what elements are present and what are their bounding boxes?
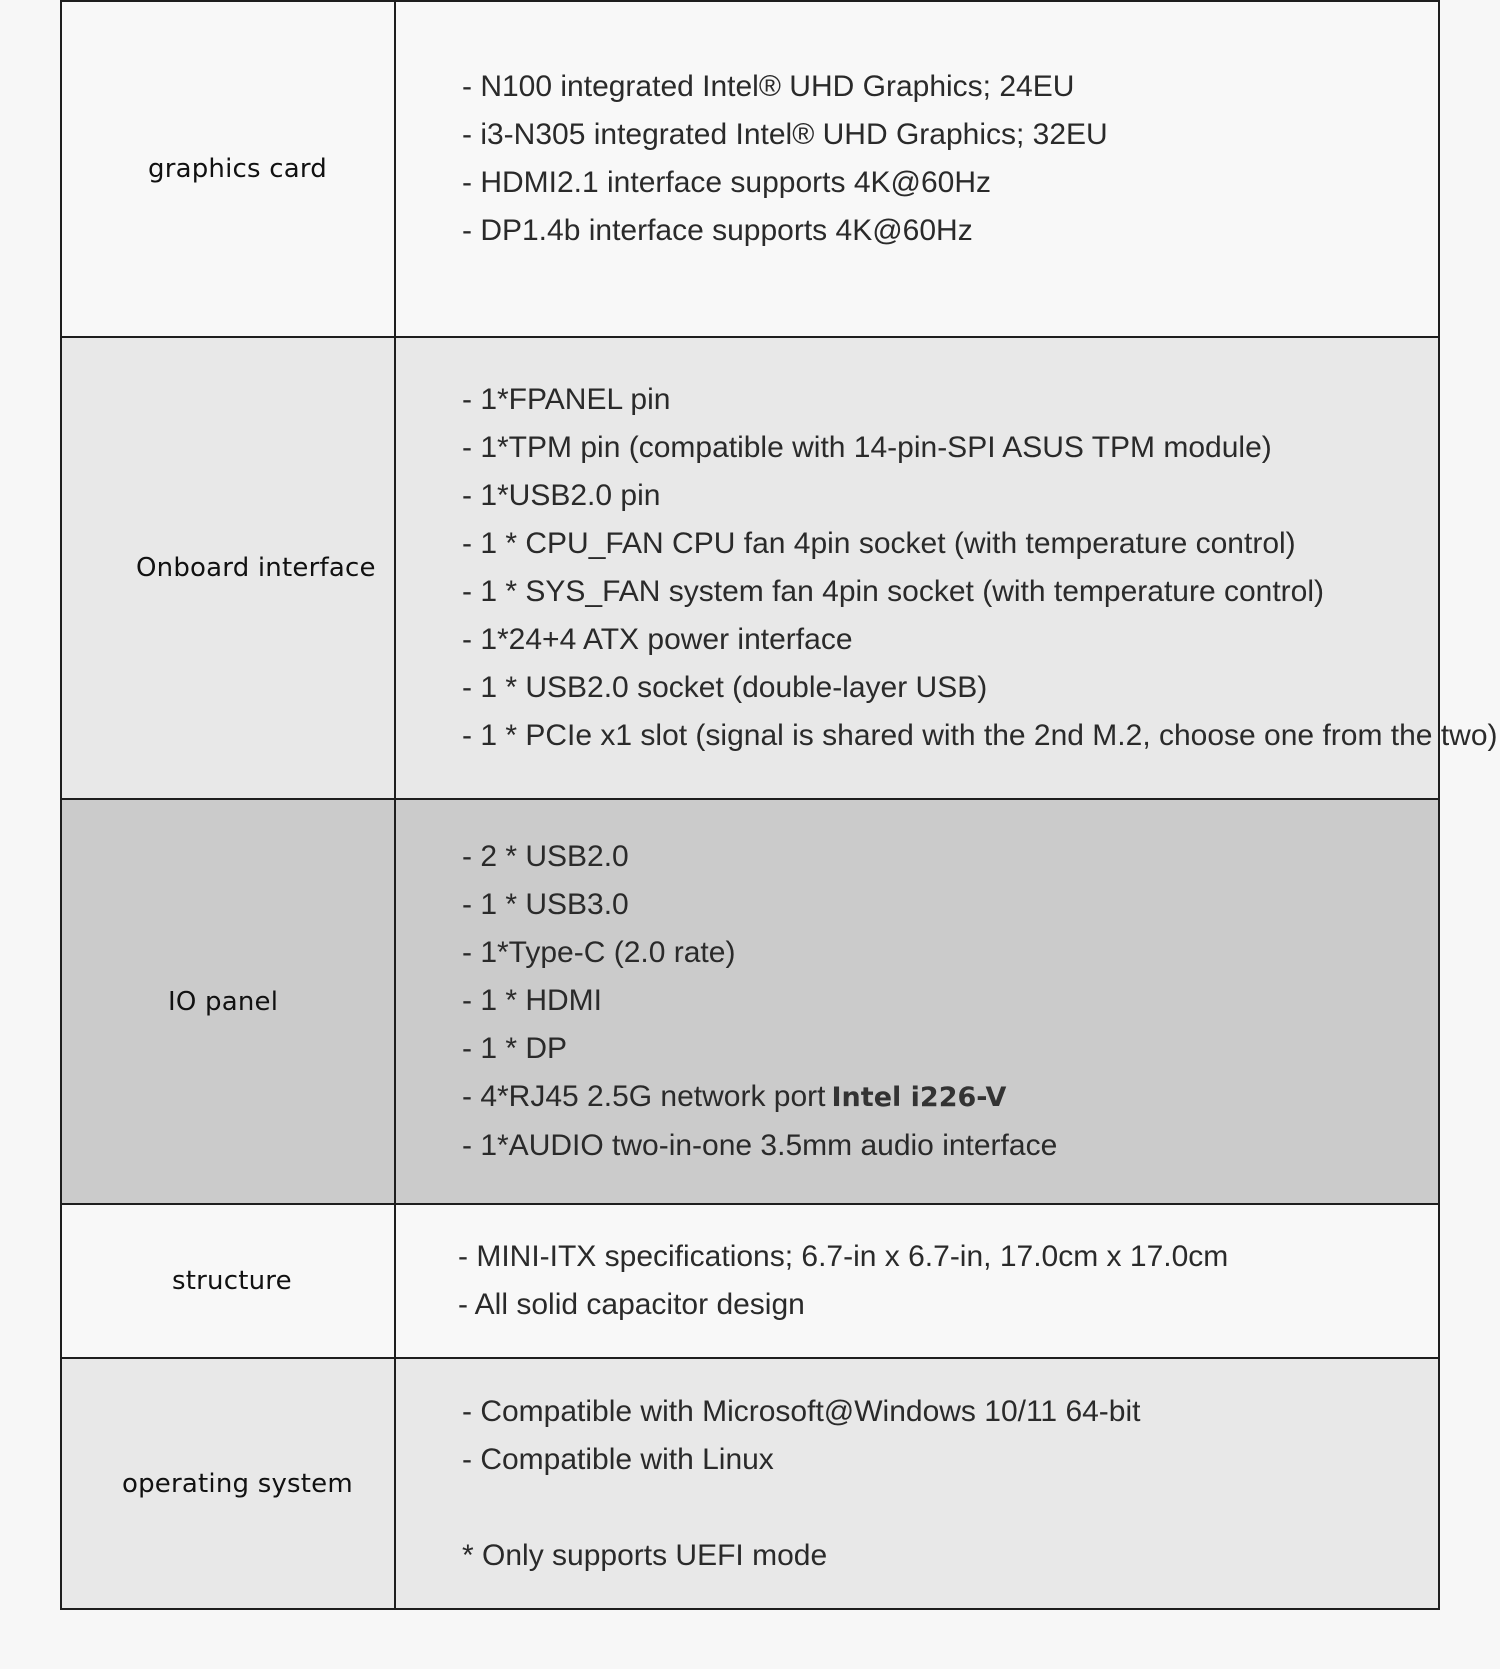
spec-value-line: - 1*Type-C (2.0 rate) — [462, 936, 736, 969]
spec-label: graphics card — [148, 154, 328, 184]
spec-label: operating system — [122, 1468, 353, 1499]
spec-value-line: - Compatible with Linux — [462, 1442, 774, 1476]
spec-label-cell — [62, 1205, 396, 1357]
spec-value-line: - DP1.4b interface supports 4K@60Hz — [462, 214, 973, 247]
spec-label: Onboard interface — [136, 553, 376, 583]
spec-value-spacer — [462, 1484, 1438, 1532]
spec-value-line: - 1 * SYS_FAN system fan 4pin socket (with temperature control) — [462, 575, 1325, 608]
spec-value-note: * Only supports UEFI mode — [462, 1538, 828, 1572]
spec-row-operating-system — [62, 1357, 1438, 1608]
spec-label-cell — [62, 2, 396, 336]
spec-value-line: - MINI-ITX specifications; 6.7-in x 6.7-in, 17.0cm x 17.0cm — [458, 1240, 1229, 1273]
spec-row-structure — [62, 1203, 1438, 1357]
network-chip-model: Intel i226-V — [831, 1082, 1007, 1113]
spec-label: IO panel — [168, 986, 279, 1017]
spec-value-cell — [396, 2, 1438, 336]
spec-value-cell — [396, 1359, 1438, 1608]
spec-value-line: - 1*TPM pin (compatible with 14-pin-SPI ASUS TPM module) — [462, 431, 1272, 464]
spec-value-line: - i3-N305 integrated Intel® UHD Graphics; 32EU — [462, 118, 1108, 151]
spec-value-cell — [396, 800, 1438, 1203]
spec-value-line-network — [462, 1073, 1438, 1122]
spec-row-graphics-card — [62, 2, 1438, 336]
spec-value-line: - 1 * PCIe x1 slot (signal is shared with the 2nd M.2, choose one from the two) — [462, 719, 1498, 752]
spec-row-io-panel — [62, 798, 1438, 1203]
spec-value-line: - HDMI2.1 interface supports 4K@60Hz — [462, 166, 991, 199]
spec-value-line: - 1 * CPU_FAN CPU fan 4pin socket (with temperature control) — [462, 527, 1296, 560]
spec-value-line: - 1*24+4 ATX power interface — [462, 623, 853, 656]
spec-row-onboard-interface — [62, 336, 1498, 798]
spec-value-line: - 1 * DP — [462, 1032, 568, 1065]
spec-value-cell — [396, 1205, 1438, 1357]
spec-value-line: - Compatible with Microsoft@Windows 10/11 64-bit — [462, 1394, 1141, 1428]
spec-value-line: - All solid capacitor design — [458, 1288, 805, 1321]
spec-value-line: - 1*AUDIO two-in-one 3.5mm audio interface — [462, 1129, 1058, 1162]
network-port-text: - 4*RJ45 2.5G network port — [462, 1080, 826, 1113]
spec-value-line: - 1 * USB3.0 — [462, 888, 629, 921]
spec-value-line: - 2 * USB2.0 — [462, 840, 629, 873]
spec-label: structure — [172, 1266, 292, 1296]
spec-value-cell — [396, 338, 1498, 798]
spec-value-line: - 1 * USB2.0 socket (double-layer USB) — [462, 671, 988, 704]
spec-label-cell — [62, 800, 396, 1203]
spec-value-line: - 1*USB2.0 pin — [462, 479, 661, 512]
spec-value-line: - 1*FPANEL pin — [462, 383, 671, 416]
spec-value-line: - N100 integrated Intel® UHD Graphics; 24EU — [462, 70, 1075, 103]
spec-label-cell — [62, 338, 396, 798]
spec-value-line: - 1 * HDMI — [462, 984, 603, 1017]
spec-table — [60, 0, 1498, 1610]
spec-label-cell — [62, 1359, 396, 1608]
